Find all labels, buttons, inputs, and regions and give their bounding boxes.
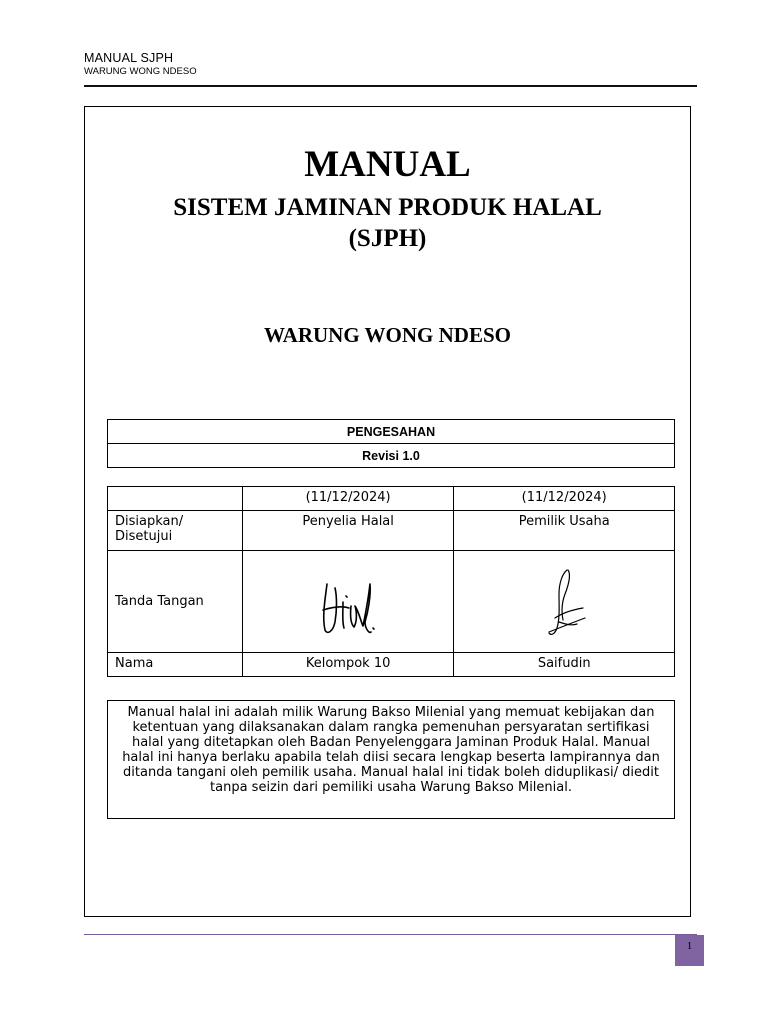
approval-heading: PENGESAHAN bbox=[108, 420, 675, 444]
owner-signature bbox=[454, 551, 675, 653]
date-cell-empty bbox=[108, 487, 243, 511]
date-cell-owner: (11/12/2024) bbox=[454, 487, 675, 511]
role-supervisor: Penyelia Halal bbox=[242, 511, 454, 551]
footer-divider bbox=[84, 934, 697, 935]
running-header-subtitle: WARUNG WONG NDESO bbox=[84, 66, 197, 77]
document-subtitle-line1: SISTEM JAMINAN PRODUK HALAL bbox=[173, 194, 602, 221]
prepared-row bbox=[108, 511, 675, 551]
business-name: WARUNG WONG NDESO bbox=[264, 323, 511, 347]
supervisor-signature bbox=[242, 551, 454, 653]
role-owner: Pemilik Usaha bbox=[454, 511, 675, 551]
signature-image-owner bbox=[529, 562, 599, 642]
header-divider bbox=[84, 85, 697, 87]
revision-label: Revisi 1.0 bbox=[108, 444, 675, 468]
name-supervisor: Kelompok 10 bbox=[242, 653, 454, 677]
name-label: Nama bbox=[108, 653, 243, 677]
date-row bbox=[108, 487, 675, 511]
page-number: 1 bbox=[675, 935, 704, 966]
signature-image-supervisor bbox=[313, 562, 383, 642]
ownership-statement: Manual halal ini adalah milik Warung Bakso Milenial yang memuat kebijakan dan ketentuan yang dilaksanakan dalam rangka pemenuhan persyaratan sertifikasi halal yang ditetapkan oleh Badan Penyelenggara Jaminan Produk Halal. Manual halal ini hanya berlaku apabila telah diisi secara lengkap beserta lampirannya dan ditanda tangani oleh pemilik usaha. Manual halal ini tidak boleh diduplikasi/ diedit tanpa seizin dari pemiliki usaha Warung Bakso Milenial. bbox=[107, 700, 675, 819]
date-cell-supervisor: (11/12/2024) bbox=[242, 487, 454, 511]
signature-table bbox=[107, 486, 675, 677]
approval-table bbox=[107, 419, 675, 468]
name-row bbox=[108, 653, 675, 677]
running-header-title: MANUAL SJPH bbox=[84, 51, 174, 65]
prepared-label-line1: Disiapkan/ bbox=[115, 514, 184, 529]
document-subtitle-line2: (SJPH) bbox=[348, 225, 427, 252]
name-owner: Saifudin bbox=[454, 653, 675, 677]
prepared-label-line2: Disetujui bbox=[115, 529, 173, 544]
document-title: MANUAL bbox=[304, 144, 471, 185]
signature-label: Tanda Tangan bbox=[108, 551, 243, 653]
signature-row bbox=[108, 551, 675, 653]
prepared-label bbox=[108, 511, 243, 551]
document-subtitle bbox=[84, 192, 691, 254]
